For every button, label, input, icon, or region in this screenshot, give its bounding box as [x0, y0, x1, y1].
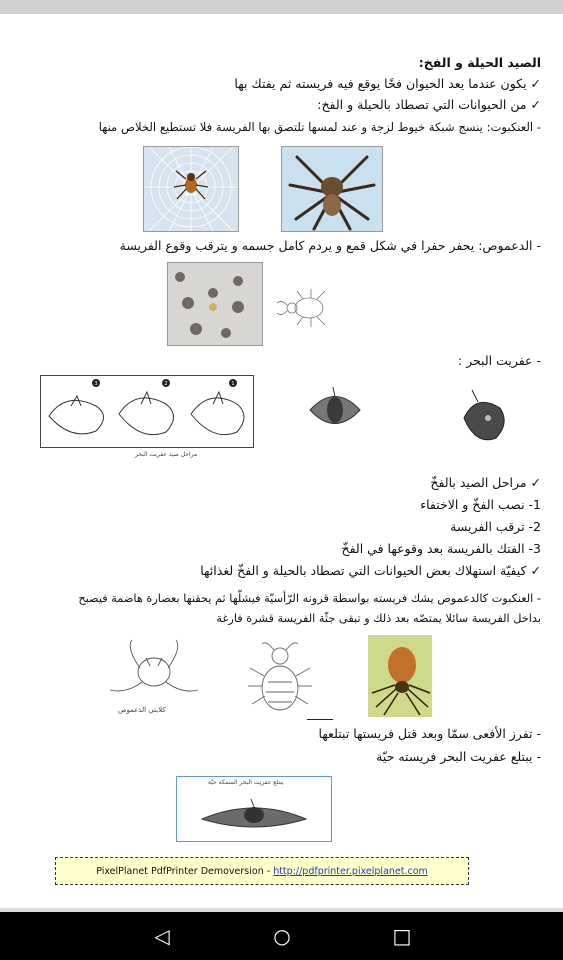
text-overline — [307, 719, 333, 720]
antlion-larva-large-drawing — [244, 638, 316, 720]
intro-line-2: ✓ من الحيوانات التي تصطاد بالحيلة و الفخ: — [317, 97, 541, 113]
sea-monster-side-illustration — [458, 388, 510, 446]
spider-feeding-photo — [368, 635, 432, 717]
antlion-description: - الدعموص: يحفر حفرا في شكل قمع و يردم كامل جسمه و يترقب وقوع الفريسة — [119, 238, 541, 253]
sea-monster-front-drawing — [305, 385, 365, 435]
consumption-line-2: بداخل الفريسة سائلا يمتصّه بعد ذلك و تبقى جثّة الفريسة قشرة فارغة — [216, 612, 541, 625]
stage-number-1: 1 — [231, 381, 235, 387]
status-bar — [0, 0, 563, 14]
banner-link[interactable]: http://pdfprinter.pixelplanet.com — [273, 866, 428, 877]
consumption-heading: ✓ كيفيّة استهلاك بعض الحيوانات التي تصطاد بالحيلة و الفخّ لغذائها — [200, 563, 541, 579]
antlion-pits-illustration — [168, 263, 262, 345]
stages-figure-caption: مراحل صيد عفريت البحر — [135, 451, 198, 458]
jaws-caption: كلابتي الدعموص — [118, 706, 166, 714]
navigation-bar — [0, 912, 563, 960]
stage-number-2: 2 — [164, 381, 168, 387]
swallow-figure-caption: يبتلع عفريت البحر السمكة حيّة — [208, 779, 284, 786]
spider-web-photo — [143, 146, 239, 232]
stage-item-1: 1- نصب الفخّ و الاختفاء — [420, 497, 541, 512]
spider-description: - العنكبوت: ينسج شبكة خيوط لزجة و عند لمسها تلتصق بها الفريسة فلا تستطيع الخلاص منها — [98, 120, 541, 134]
banner-text: PixelPlanet PdfPrinter Demoversion - — [96, 866, 274, 877]
page-title: الصيد الحيلة و الفخ: — [418, 55, 541, 70]
antlion-pits-photo — [167, 262, 263, 346]
sea-monster-front-illustration — [305, 385, 365, 435]
antlion-larva-illustration — [275, 283, 337, 333]
spider-feeding-illustration — [368, 635, 432, 717]
antlion-jaws-drawing — [106, 638, 202, 706]
stage-item-3: 3- الفتك بالفريسة بعد وقوعها في الفخّ — [341, 541, 541, 556]
stages-heading: ✓ مراحل الصيد بالفخّ — [430, 475, 541, 491]
home-icon[interactable]: ○ — [273, 924, 291, 948]
stage-item-2: 2- ترقب الفريسة — [450, 519, 541, 534]
sea-monster-swallow-text: - يبتلع عفريت البحر فريسته حيّة — [376, 749, 541, 764]
back-icon[interactable]: ◁ — [154, 924, 170, 948]
sea-monster-label: - عفريت البحر : — [457, 353, 541, 368]
antlion-larva-large-illustration — [244, 638, 316, 720]
tarantula-illustration — [282, 147, 382, 231]
intro-line-1: ✓ يكون عندما يعد الحيوان فخًا يوقع فيه فريسته ثم يفتك بها — [234, 76, 541, 92]
antlion-larva-drawing — [275, 283, 337, 333]
viper-description: - تفرز الأفعى سمّا وبعد قتل فريستها تبتلعها — [318, 726, 541, 741]
spider-web-illustration — [144, 147, 238, 231]
sea-monster-stages-figure — [40, 375, 254, 448]
antlion-jaws-illustration — [106, 638, 202, 706]
sea-monster-swallow-illustration — [177, 777, 331, 841]
tarantula-photo — [281, 146, 383, 232]
recents-icon[interactable]: □ — [392, 924, 412, 948]
demo-banner — [55, 857, 469, 885]
sea-monster-side-drawing — [458, 388, 510, 446]
consumption-line-1: - العنكبوت كالدعموص يشك فريسته بواسطة قرونه الرّأسيّة فيشلّها ثم يحقنها بعصارة هاضمة فيصبح — [78, 592, 541, 605]
stage-number-3: 3 — [94, 381, 98, 387]
sea-monster-stages-illustration — [41, 376, 253, 447]
